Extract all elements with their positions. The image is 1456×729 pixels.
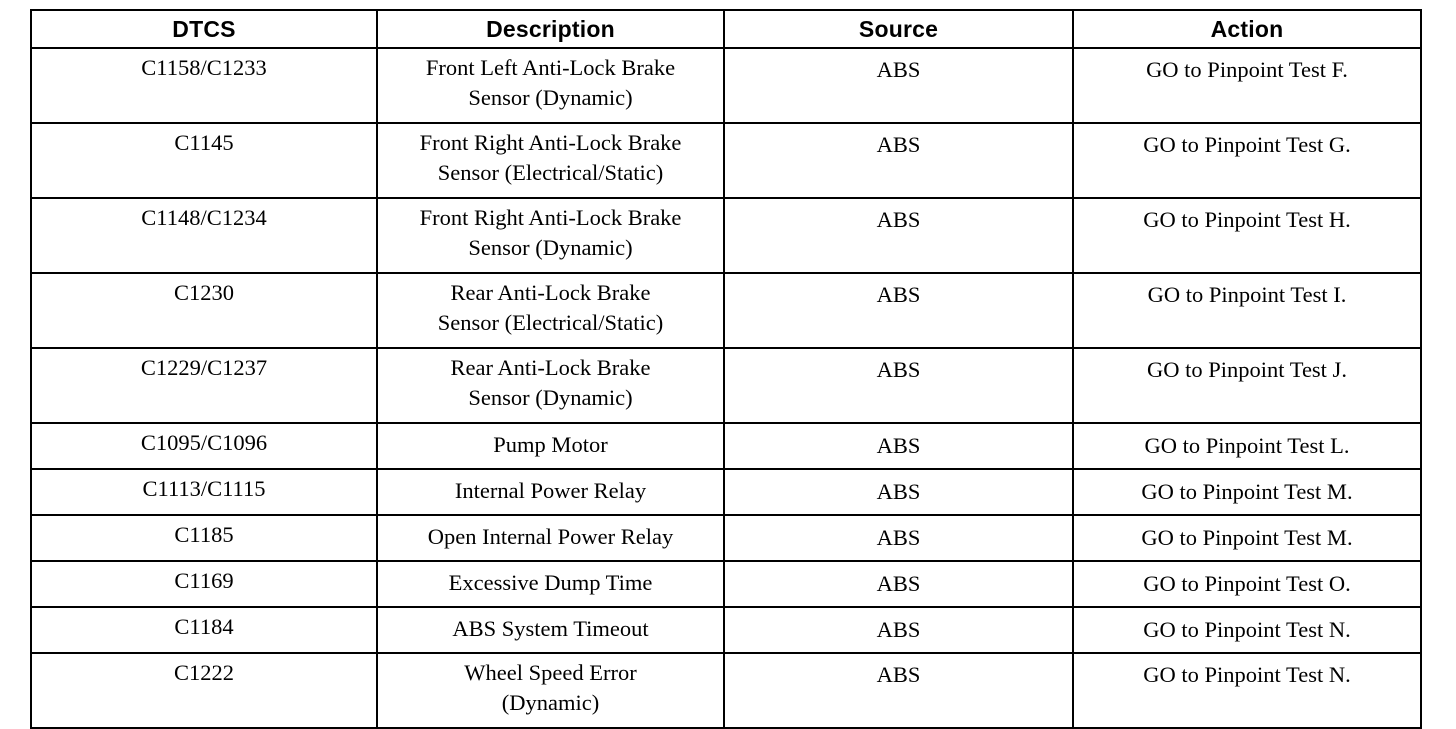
- table-row: [31, 653, 1421, 728]
- table-row: [31, 348, 1421, 423]
- description-cell: [377, 198, 724, 273]
- source-cell: ABS: [724, 653, 1073, 728]
- description-cell: [377, 515, 724, 561]
- table-row: [31, 469, 1421, 515]
- dtc-code-cell: C1113/C1115: [31, 469, 377, 515]
- description-line: Excessive Dump Time: [448, 570, 653, 595]
- source-cell: ABS: [724, 607, 1073, 653]
- description-line: Sensor (Dynamic): [468, 235, 633, 260]
- dtc-code-cell: C1169: [31, 561, 377, 607]
- action-cell: GO to Pinpoint Test O.: [1073, 561, 1421, 607]
- description-line: Front Right Anti-Lock Brake: [419, 130, 682, 155]
- header-source: Source: [724, 10, 1073, 48]
- table-row: [31, 561, 1421, 607]
- action-cell: GO to Pinpoint Test G.: [1073, 123, 1421, 198]
- description-cell: [377, 273, 724, 348]
- header-description: Description: [377, 10, 724, 48]
- description-line: Rear Anti-Lock Brake: [450, 355, 651, 380]
- source-cell: ABS: [724, 348, 1073, 423]
- description-line: ABS System Timeout: [452, 616, 649, 641]
- description-cell: [377, 607, 724, 653]
- header-dtcs: DTCS: [31, 10, 377, 48]
- source-cell: ABS: [724, 123, 1073, 198]
- table-row: [31, 198, 1421, 273]
- dtc-code-cell: C1145: [31, 123, 377, 198]
- header-action: Action: [1073, 10, 1421, 48]
- description-line: Open Internal Power Relay: [427, 524, 674, 549]
- action-cell: GO to Pinpoint Test N.: [1073, 607, 1421, 653]
- dtc-code-cell: C1230: [31, 273, 377, 348]
- description-line: Front Right Anti-Lock Brake: [419, 205, 682, 230]
- source-cell: ABS: [724, 273, 1073, 348]
- description-line: Rear Anti-Lock Brake: [450, 280, 651, 305]
- table-row: [31, 273, 1421, 348]
- description-cell: [377, 123, 724, 198]
- table-row: [31, 515, 1421, 561]
- action-cell: GO to Pinpoint Test M.: [1073, 515, 1421, 561]
- dtc-code-cell: C1148/C1234: [31, 198, 377, 273]
- description-cell: [377, 48, 724, 123]
- description-line: (Dynamic): [501, 690, 600, 715]
- action-cell: GO to Pinpoint Test J.: [1073, 348, 1421, 423]
- description-line: Wheel Speed Error: [464, 660, 637, 685]
- source-cell: ABS: [724, 515, 1073, 561]
- table-row: [31, 423, 1421, 469]
- description-cell: [377, 469, 724, 515]
- description-line: Sensor (Dynamic): [468, 85, 633, 110]
- action-cell: GO to Pinpoint Test I.: [1073, 273, 1421, 348]
- description-line: Internal Power Relay: [454, 478, 647, 503]
- description-line: Sensor (Dynamic): [468, 385, 633, 410]
- dtc-code-cell: C1095/C1096: [31, 423, 377, 469]
- action-cell: GO to Pinpoint Test F.: [1073, 48, 1421, 123]
- table-row: [31, 48, 1421, 123]
- description-cell: [377, 561, 724, 607]
- dtc-code-cell: C1185: [31, 515, 377, 561]
- table-body: [31, 48, 1421, 728]
- description-line: Pump Motor: [493, 432, 608, 457]
- description-cell: [377, 653, 724, 728]
- description-line: Sensor (Electrical/Static): [437, 310, 664, 335]
- source-cell: ABS: [724, 198, 1073, 273]
- description-cell: [377, 423, 724, 469]
- description-line: Front Left Anti-Lock Brake: [425, 55, 676, 80]
- source-cell: ABS: [724, 561, 1073, 607]
- description-line: Sensor (Electrical/Static): [437, 160, 664, 185]
- action-cell: GO to Pinpoint Test N.: [1073, 653, 1421, 728]
- source-cell: ABS: [724, 423, 1073, 469]
- dtc-code-cell: C1158/C1233: [31, 48, 377, 123]
- action-cell: GO to Pinpoint Test H.: [1073, 198, 1421, 273]
- action-cell: GO to Pinpoint Test L.: [1073, 423, 1421, 469]
- source-cell: ABS: [724, 48, 1073, 123]
- dtc-code-cell: C1229/C1237: [31, 348, 377, 423]
- table-header: [31, 10, 1421, 48]
- dtc-table: [30, 9, 1422, 729]
- action-cell: GO to Pinpoint Test M.: [1073, 469, 1421, 515]
- table-row: [31, 123, 1421, 198]
- dtc-code-cell: C1184: [31, 607, 377, 653]
- description-cell: [377, 348, 724, 423]
- source-cell: ABS: [724, 469, 1073, 515]
- table-row: [31, 607, 1421, 653]
- header-row: [31, 10, 1421, 48]
- dtc-code-cell: C1222: [31, 653, 377, 728]
